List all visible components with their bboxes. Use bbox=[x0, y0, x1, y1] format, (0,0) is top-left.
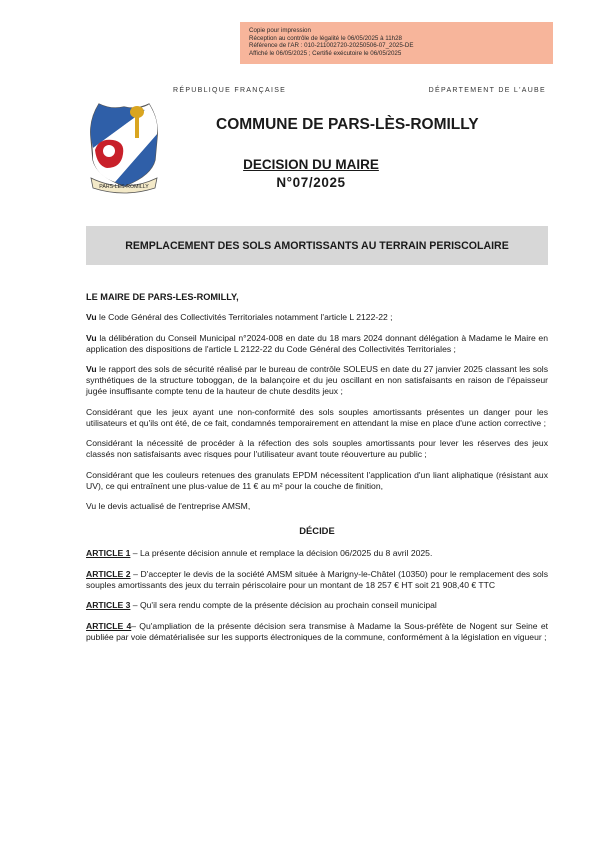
stamp-line: Réception au contrôle de légalité le 06/05/2025 à 11h28 bbox=[249, 34, 402, 42]
vu-devis-paragraph: Vu le devis actualisé de l'entreprise AMSM, bbox=[86, 501, 251, 511]
article-text: – La présente décision annule et remplace la décision 06/2025 du 8 avril 2025. bbox=[130, 548, 433, 558]
article-label: ARTICLE 3 bbox=[86, 600, 131, 610]
mayor-heading: LE MAIRE DE PARS-LES-ROMILLY, bbox=[86, 292, 239, 302]
stamp-line: Copie pour impression bbox=[249, 27, 311, 34]
article-paragraph bbox=[86, 548, 548, 559]
considerant-paragraph: Considérant la nécessité de procéder à la réfection des sols souples amortissants pour lever les réserves des jeux classés non satisfaisants avec risques pour l'utilisateur avant toute réouverture au public ; bbox=[86, 438, 548, 459]
legality-stamp bbox=[240, 22, 553, 64]
commune-name: COMMUNE DE PARS-LÈS-ROMILLY bbox=[216, 116, 479, 133]
article-label: ARTICLE 2 bbox=[86, 568, 131, 579]
article-label: ARTICLE 1 bbox=[86, 548, 131, 558]
header-department: DÉPARTEMENT DE L'AUBE bbox=[428, 87, 546, 94]
vu-paragraph bbox=[86, 333, 548, 355]
article-text: – Qu'ampliation de la présente décision sera transmise à Madame la Sous-préfète de Nogent sur Seine et publiée par voie dématérialisée sur les supports électroniques de la commune, conformément à la législation en vigueur ; bbox=[86, 620, 548, 642]
vu-label: Vu bbox=[86, 312, 97, 322]
commune-crest-logo bbox=[85, 98, 163, 196]
considerant-paragraph: Considérant que les couleurs retenues des granulats EPDM nécessitent l'application d'un liant aliphatique (résistant aux UV), ce qui entraînent une plus-value de 11 € au m² pour la couche de finition, bbox=[86, 469, 548, 491]
decision-number: N°07/2025 bbox=[276, 175, 346, 190]
decision-title: DECISION DU MAIRE bbox=[243, 157, 379, 172]
document-body bbox=[86, 292, 548, 652]
article-label: ARTICLE 4 bbox=[86, 620, 132, 631]
stamp-line: Référence de l'AR : 010-211002720-20250506-07_2025-DE bbox=[249, 42, 414, 50]
vu-label: Vu bbox=[86, 332, 97, 343]
vu-text: le Code Général des Collectivités Territoriales notamment l'article L 2122-22 ; bbox=[96, 312, 393, 322]
vu-paragraph bbox=[86, 364, 548, 397]
header-republic: RÉPUBLIQUE FRANÇAISE bbox=[173, 87, 287, 94]
article-text: – Qu'il sera rendu compte de la présente décision au prochain conseil municipal bbox=[130, 600, 437, 610]
vu-label: Vu bbox=[86, 364, 97, 374]
subject-box bbox=[86, 226, 548, 265]
article-text: – D'accepter le devis de la société AMSM située à Marigny-le-Châtel (10350) pour le remplacement des sols souples amortissants des jeux du terrain périscolaire pour un montant de 18 257 € HT soit 21 908,40 € TTC bbox=[86, 568, 549, 590]
considerant-paragraph: Considérant que les jeux ayant une non-conformité des sols souples amortissants présentes un danger pour les utilisateurs et qu'ils ont été, de ce fait, condamnés temporairement en attendant la mise en place d'une action corrective ; bbox=[86, 406, 548, 428]
decide-heading: DÉCIDE bbox=[299, 525, 335, 536]
vu-text: la délibération du Conseil Municipal n°2024-008 en date du 18 mars 2024 donnant délégation à Madame le Maire en application des dispositions de l'article L 2122-22 du Code Général des Collectivités Territoriales ; bbox=[86, 332, 548, 354]
article-paragraph bbox=[86, 569, 548, 591]
article-paragraph bbox=[86, 621, 548, 643]
stamp-line: Affiché le 06/05/2025 ; Certifié exécutoire le 06/05/2025 bbox=[249, 49, 402, 57]
article-paragraph bbox=[86, 600, 548, 611]
vu-paragraph bbox=[86, 312, 548, 323]
subject-title: REMPLACEMENT DES SOLS AMORTISSANTS AU TERRAIN PERISCOLAIRE bbox=[125, 239, 509, 252]
crest-banner-text: PARS-LES-ROMILLY bbox=[99, 184, 149, 190]
vu-text: le rapport des sols de sécurité réalisé par le bureau de contrôle SOLEUS en date du 27 janvier 2025 classant les sols synthétiques de la structure toboggan, de la balançoire et du jeu oscillant en non satisfaisants en raison de l'épaisseur jugée insuffisante compte tenu de la hauteur de chute desdits jeux ; bbox=[86, 364, 548, 396]
